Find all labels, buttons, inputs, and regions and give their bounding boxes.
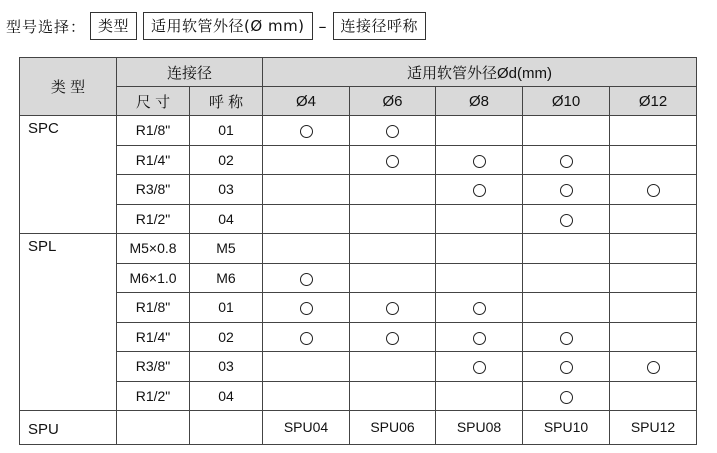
available-circle-icon (473, 332, 486, 345)
available-circle-icon (473, 302, 486, 315)
availability-cell (436, 175, 523, 205)
availability-cell (263, 204, 350, 234)
table-row (20, 293, 697, 323)
available-circle-icon (473, 184, 486, 197)
table-row (20, 204, 697, 234)
size-cell: M6×1.0 (117, 263, 190, 293)
empty-cell (190, 411, 263, 445)
spu-code-cell: SPU12 (610, 411, 697, 445)
header-diameter: Ø6 (350, 87, 436, 116)
available-circle-icon (647, 361, 660, 374)
availability-cell (350, 204, 436, 234)
available-circle-icon (300, 125, 313, 138)
availability-cell (350, 381, 436, 411)
name-cell: 03 (190, 175, 263, 205)
available-circle-icon (560, 332, 573, 345)
availability-cell (610, 204, 697, 234)
type-cell: SPU (20, 411, 117, 445)
availability-cell (350, 234, 436, 264)
name-cell: 01 (190, 116, 263, 146)
availability-cell (436, 234, 523, 264)
availability-cell (263, 293, 350, 323)
available-circle-icon (647, 184, 660, 197)
empty-cell (117, 411, 190, 445)
availability-cell (350, 175, 436, 205)
size-cell: R1/2" (117, 381, 190, 411)
table-row (20, 381, 697, 411)
table-row (20, 411, 697, 445)
diameter-box: 适用软管外径(Ø mm) (143, 12, 313, 40)
availability-cell (436, 204, 523, 234)
availability-cell (263, 322, 350, 352)
spu-code-cell: SPU10 (523, 411, 610, 445)
availability-cell (523, 293, 610, 323)
type-cell: SPC (20, 116, 117, 234)
available-circle-icon (560, 214, 573, 227)
name-cell: 03 (190, 352, 263, 382)
size-cell: M5×0.8 (117, 234, 190, 264)
available-circle-icon (386, 332, 399, 345)
availability-cell (523, 381, 610, 411)
availability-cell (610, 293, 697, 323)
availability-cell (523, 175, 610, 205)
header-diameter: Ø8 (436, 87, 523, 116)
header-size: 尺 寸 (117, 87, 190, 116)
header-diameter: Ø12 (610, 87, 697, 116)
availability-cell (610, 145, 697, 175)
name-cell: 02 (190, 145, 263, 175)
availability-cell (610, 263, 697, 293)
available-circle-icon (473, 155, 486, 168)
size-cell: R3/8" (117, 352, 190, 382)
available-circle-icon (560, 155, 573, 168)
availability-cell (436, 145, 523, 175)
availability-cell (436, 116, 523, 146)
header-type: 类 型 (20, 58, 117, 116)
availability-cell (436, 352, 523, 382)
availability-cell (610, 116, 697, 146)
header-name: 呼 称 (190, 87, 263, 116)
table-row (20, 352, 697, 382)
availability-cell (350, 263, 436, 293)
availability-cell (350, 293, 436, 323)
availability-cell (263, 234, 350, 264)
separator-dash: – (318, 16, 327, 36)
available-circle-icon (560, 361, 573, 374)
spu-code-cell: SPU08 (436, 411, 523, 445)
availability-cell (436, 263, 523, 293)
name-cell: 04 (190, 381, 263, 411)
available-circle-icon (560, 184, 573, 197)
selector-label: 型号选择： (6, 17, 87, 36)
availability-cell (350, 352, 436, 382)
availability-cell (523, 145, 610, 175)
availability-cell (350, 145, 436, 175)
availability-cell (610, 381, 697, 411)
header-diameter: Ø10 (523, 87, 610, 116)
availability-cell (523, 204, 610, 234)
table-row (20, 234, 697, 264)
size-cell: R1/4" (117, 145, 190, 175)
availability-cell (350, 322, 436, 352)
name-cell: M6 (190, 263, 263, 293)
header-tube: 适用软管外径Ød(mm) (263, 58, 697, 87)
availability-cell (263, 352, 350, 382)
availability-cell (610, 322, 697, 352)
size-cell: R1/2" (117, 204, 190, 234)
table-row (20, 322, 697, 352)
table-row (20, 116, 697, 146)
availability-cell (350, 116, 436, 146)
name-cell: 02 (190, 322, 263, 352)
availability-cell (263, 116, 350, 146)
header-connect: 连接径 (117, 58, 263, 87)
name-cell: M5 (190, 234, 263, 264)
available-circle-icon (386, 302, 399, 315)
model-selector (6, 10, 432, 42)
availability-cell (610, 352, 697, 382)
type-box: 类型 (90, 12, 137, 40)
table-row (20, 175, 697, 205)
available-circle-icon (300, 332, 313, 345)
size-cell: R1/8" (117, 293, 190, 323)
name-cell: 01 (190, 293, 263, 323)
size-cell: R3/8" (117, 175, 190, 205)
spec-table-body (20, 116, 697, 445)
available-circle-icon (386, 155, 399, 168)
availability-cell (263, 175, 350, 205)
availability-cell (263, 145, 350, 175)
availability-cell (436, 322, 523, 352)
availability-cell (263, 381, 350, 411)
thread-box: 连接径呼称 (333, 12, 427, 40)
header-diameter: Ø4 (263, 87, 350, 116)
size-cell: R1/4" (117, 322, 190, 352)
spec-table (19, 57, 697, 445)
availability-cell (436, 381, 523, 411)
availability-cell (610, 234, 697, 264)
available-circle-icon (473, 361, 486, 374)
available-circle-icon (386, 125, 399, 138)
size-cell: R1/8" (117, 116, 190, 146)
availability-cell (523, 352, 610, 382)
availability-cell (523, 116, 610, 146)
availability-cell (263, 263, 350, 293)
availability-cell (523, 322, 610, 352)
spu-code-cell: SPU04 (263, 411, 350, 445)
name-cell: 04 (190, 204, 263, 234)
available-circle-icon (560, 391, 573, 404)
availability-cell (523, 263, 610, 293)
availability-cell (610, 175, 697, 205)
available-circle-icon (300, 273, 313, 286)
availability-cell (523, 234, 610, 264)
table-row (20, 145, 697, 175)
table-row (20, 263, 697, 293)
availability-cell (436, 293, 523, 323)
available-circle-icon (300, 302, 313, 315)
type-cell: SPL (20, 234, 117, 411)
spu-code-cell: SPU06 (350, 411, 436, 445)
